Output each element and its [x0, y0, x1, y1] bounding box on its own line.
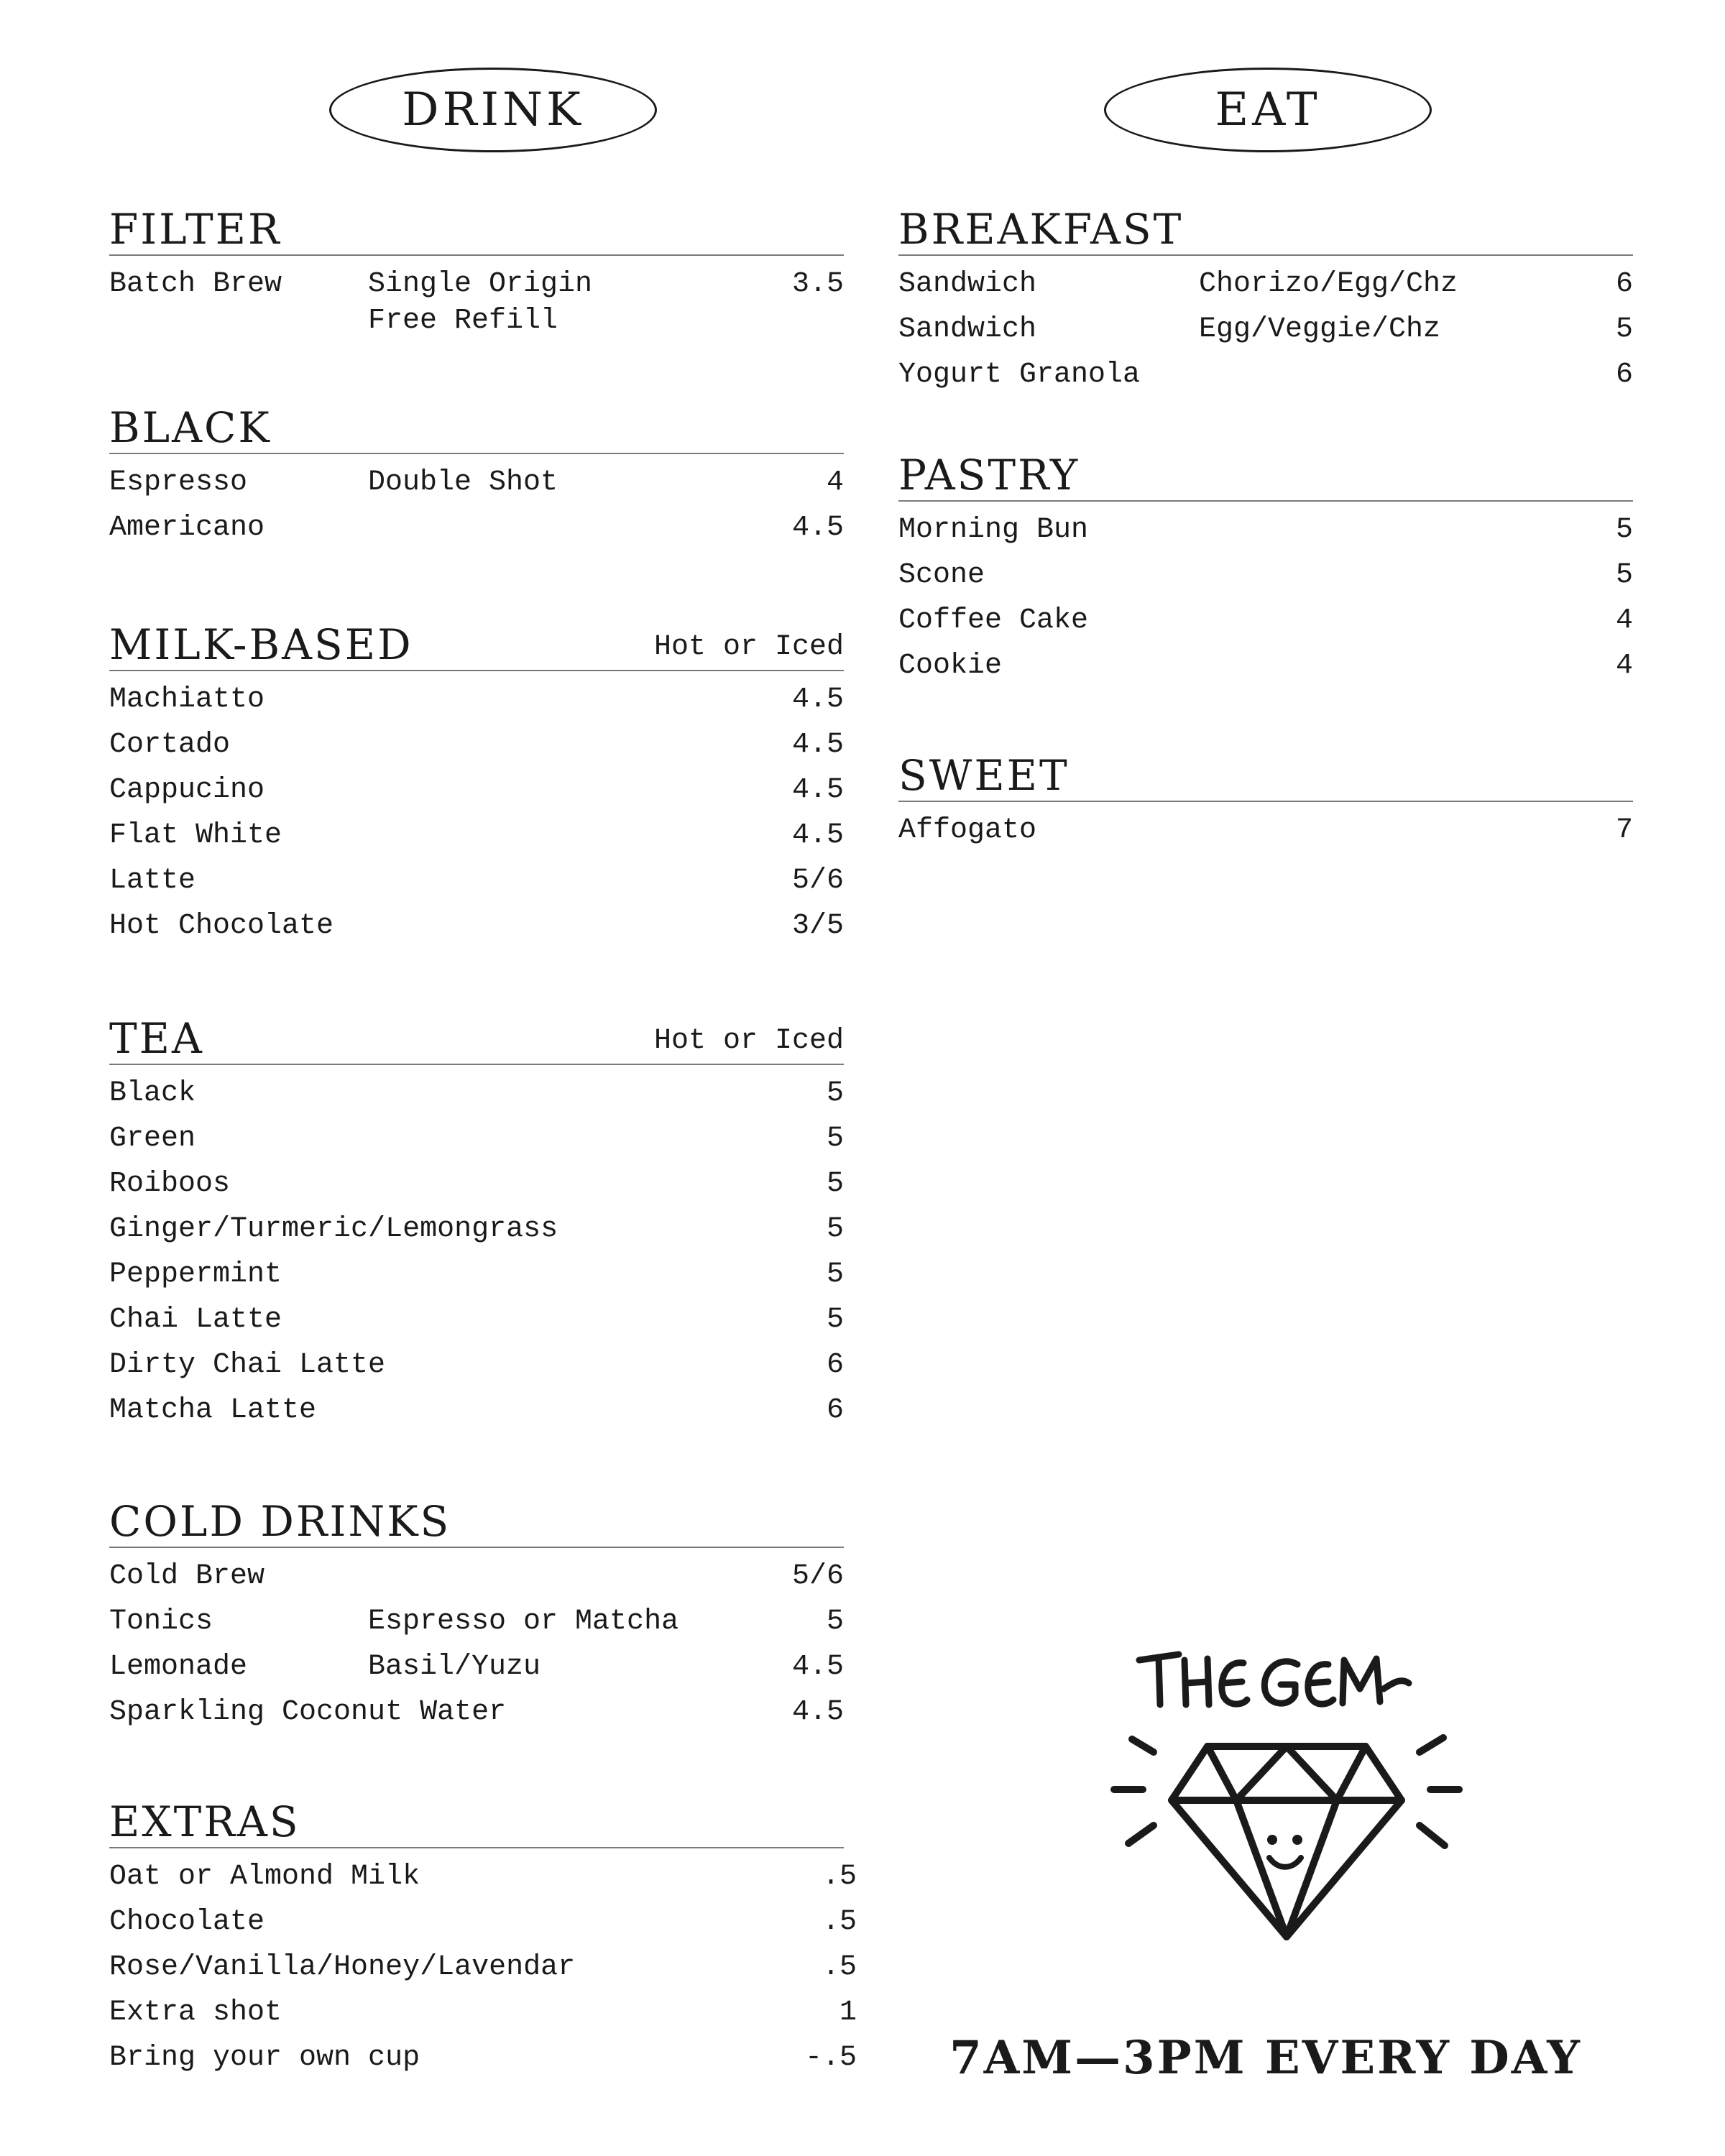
- logo-lettering: [1139, 1654, 1409, 1705]
- item-price: -.5: [804, 2042, 857, 2074]
- item-desc: Basil/Yuzu: [368, 1651, 541, 1683]
- section-title: FILTER: [109, 205, 282, 254]
- item-name: Ginger/Turmeric/Lemongrass: [109, 1213, 558, 1245]
- item-name: Black: [109, 1077, 196, 1110]
- item-price: 4.5: [791, 1696, 844, 1728]
- item-name: Cold Brew: [109, 1560, 265, 1593]
- section-title: TEA: [109, 1014, 204, 1063]
- section-extras: [109, 1792, 857, 2085]
- menu-item: [898, 356, 1633, 402]
- menu-item: [898, 266, 1633, 311]
- item-price: 4: [1615, 604, 1633, 637]
- menu-item: [109, 1392, 844, 1437]
- menu-item: [109, 2040, 857, 2085]
- item-price: 6: [1615, 268, 1633, 300]
- menu-item: [898, 812, 1633, 857]
- item-price: 5: [1615, 559, 1633, 591]
- item-price: .5: [822, 1951, 857, 1984]
- item-desc: Espresso or Matcha: [368, 1606, 679, 1638]
- item-name: Lemonade: [109, 1651, 248, 1683]
- item-name: Hot Chocolate: [109, 910, 334, 942]
- item-price: 5: [826, 1213, 844, 1245]
- smiley: [1269, 1838, 1301, 1867]
- section-cold-drinks: [109, 1492, 844, 1739]
- item-name: Flat White: [109, 819, 282, 852]
- item-name: Rose/Vanilla/Honey/Lavendar: [109, 1951, 576, 1984]
- item-name: Cookie: [898, 650, 1003, 682]
- item-price: 4.5: [791, 683, 844, 716]
- item-price: 5: [826, 1077, 844, 1110]
- item-price: 1: [839, 1996, 857, 2029]
- item-name: Roiboos: [109, 1168, 231, 1200]
- item-price: 5: [1615, 313, 1633, 346]
- item-name: Scone: [898, 559, 985, 591]
- item-price: 5: [826, 1168, 844, 1200]
- menu-item: [109, 908, 844, 953]
- item-price: 5/6: [791, 865, 844, 897]
- item-name: Morning Bun: [898, 514, 1089, 546]
- eat-header: [1104, 68, 1432, 152]
- menu-item: [109, 681, 844, 727]
- item-price: .5: [822, 1906, 857, 1938]
- item-name: Cortado: [109, 729, 231, 761]
- menu-item: [109, 817, 844, 862]
- section-tea: [109, 1009, 844, 1437]
- menu-item: [109, 1075, 844, 1120]
- section-heading: [898, 746, 1633, 802]
- item-desc: Single Origin Free Refill: [368, 268, 593, 337]
- section-heading: [109, 1009, 844, 1065]
- item-name: Chocolate: [109, 1906, 265, 1938]
- menu-item: [109, 727, 844, 772]
- menu-item: [109, 1649, 844, 1694]
- menu-item: [898, 512, 1633, 557]
- item-name: Bring your own cup: [109, 2042, 420, 2074]
- item-desc: Chorizo/Egg/Chz: [1199, 268, 1458, 300]
- menu-item: [109, 1858, 857, 1904]
- item-name: Green: [109, 1123, 196, 1155]
- item-price: 5: [826, 1606, 844, 1638]
- sparkle-rays: [1114, 1738, 1459, 1846]
- section-title: BLACK: [109, 403, 272, 452]
- item-price: .5: [822, 1861, 857, 1893]
- item-name: Oat or Almond Milk: [109, 1861, 420, 1893]
- section-title: SWEET: [898, 751, 1070, 800]
- section-heading: [898, 200, 1633, 256]
- item-name: Peppermint: [109, 1258, 282, 1291]
- menu-item: [109, 1694, 844, 1739]
- menu-item: [109, 266, 844, 338]
- menu-item: [109, 1347, 844, 1392]
- menu-item: [109, 1302, 844, 1347]
- item-name: Matcha Latte: [109, 1394, 317, 1427]
- item-price: 4: [1615, 650, 1633, 682]
- section-title: COLD DRINKS: [109, 1497, 451, 1546]
- item-name: Sparkling Coconut Water: [109, 1696, 507, 1728]
- diamond-smiley-icon: [1100, 1639, 1473, 1955]
- item-price: 5/6: [791, 1560, 844, 1593]
- menu-item: [109, 772, 844, 817]
- menu-item: [109, 1994, 857, 2040]
- item-price: 4.5: [791, 1651, 844, 1683]
- menu-item: [898, 648, 1633, 693]
- item-price: 5: [826, 1123, 844, 1155]
- section-milk-based: [109, 615, 844, 953]
- section-heading: [109, 200, 844, 256]
- item-desc: Double Shot: [368, 466, 558, 499]
- section-heading: [109, 398, 844, 454]
- menu-item: [109, 1211, 844, 1256]
- menu-item: [109, 1603, 844, 1649]
- section-title: BREAKFAST: [898, 205, 1184, 254]
- menu-item: [109, 1949, 857, 1994]
- hours-text: 7AM—3PM EVERY DAY: [949, 2031, 1582, 2085]
- section-sweet: [898, 746, 1633, 857]
- menu-item: [109, 1120, 844, 1166]
- item-price: 3/5: [791, 910, 844, 942]
- section-note: Hot or Iced: [653, 1025, 844, 1057]
- item-price: 4: [826, 466, 844, 499]
- item-desc: Egg/Veggie/Chz: [1199, 313, 1441, 346]
- item-price: 6: [826, 1394, 844, 1427]
- item-name: Americano: [109, 512, 265, 544]
- eat-header-label: EAT: [1215, 83, 1321, 137]
- item-price: 5: [826, 1258, 844, 1291]
- item-price: 4.5: [791, 729, 844, 761]
- item-name: Yogurt Granola: [898, 359, 1141, 391]
- item-price: 3.5: [791, 268, 844, 300]
- menu-item: [109, 862, 844, 908]
- menu-item: [109, 1558, 844, 1603]
- drink-header-label: DRINK: [402, 83, 584, 137]
- item-name: Sandwich: [898, 268, 1037, 300]
- item-name: Coffee Cake: [898, 604, 1089, 637]
- section-heading: [109, 615, 844, 671]
- section-heading: [898, 446, 1633, 502]
- item-name: Espresso: [109, 466, 248, 499]
- item-name: Machiatto: [109, 683, 265, 716]
- item-price: 6: [1615, 359, 1633, 391]
- item-name: Tonics: [109, 1606, 213, 1638]
- menu-item: [898, 557, 1633, 602]
- item-name: Chai Latte: [109, 1304, 282, 1336]
- menu-item: [898, 602, 1633, 648]
- item-name: Batch Brew: [109, 268, 282, 300]
- item-name: Extra shot: [109, 1996, 282, 2029]
- menu-item: [898, 311, 1633, 356]
- item-name: Dirty Chai Latte: [109, 1349, 386, 1381]
- section-heading: [109, 1492, 844, 1548]
- section-title: EXTRAS: [109, 1797, 300, 1846]
- section-breakfast: [898, 200, 1633, 402]
- item-price: 7: [1615, 814, 1633, 847]
- section-heading: [109, 1792, 844, 1848]
- section-title: PASTRY: [898, 451, 1080, 499]
- drink-header: [329, 68, 657, 152]
- section-note: Hot or Iced: [653, 631, 844, 663]
- item-price: 5: [826, 1304, 844, 1336]
- menu-item: [109, 1256, 844, 1302]
- menu-item: [109, 1166, 844, 1211]
- section-filter: [109, 200, 844, 338]
- section-title: MILK-BASED: [109, 620, 413, 669]
- menu-item: [109, 464, 844, 510]
- diamond: [1172, 1746, 1402, 1937]
- item-price: 4.5: [791, 819, 844, 852]
- item-price: 6: [826, 1349, 844, 1381]
- item-name: Affogato: [898, 814, 1037, 847]
- section-black: [109, 398, 844, 555]
- menu-item: [109, 1904, 857, 1949]
- item-price: 4.5: [791, 512, 844, 544]
- item-name: Cappucino: [109, 774, 265, 806]
- item-price: 4.5: [791, 774, 844, 806]
- menu-item: [109, 510, 844, 555]
- section-pastry: [898, 446, 1633, 693]
- logo: [1100, 1639, 1473, 1955]
- item-price: 5: [1615, 514, 1633, 546]
- item-name: Sandwich: [898, 313, 1037, 346]
- item-name: Latte: [109, 865, 196, 897]
